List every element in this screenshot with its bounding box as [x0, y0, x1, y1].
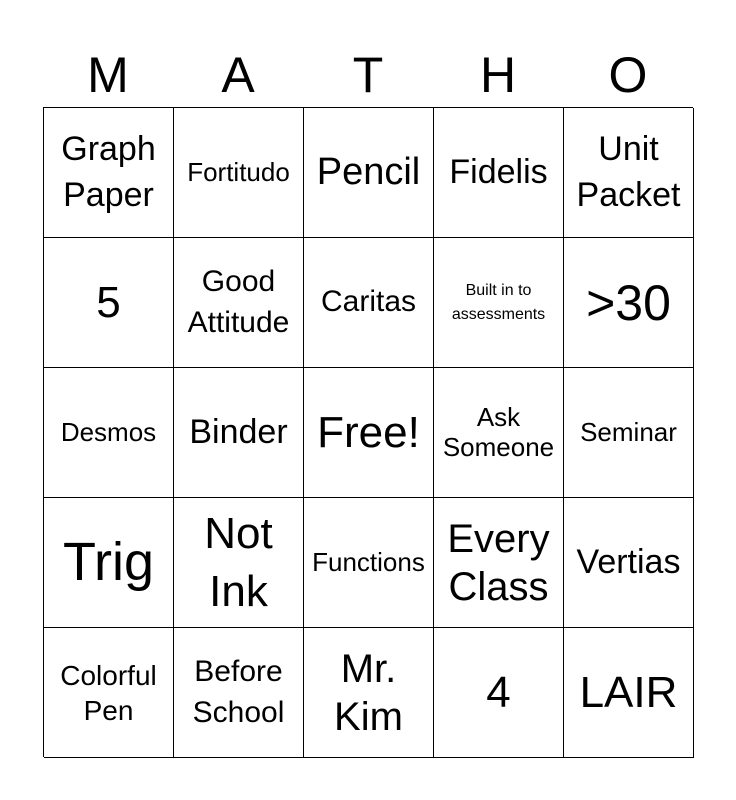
- bingo-header: [43, 42, 693, 108]
- bingo-cell[interactable]: Graph Paper: [44, 108, 174, 238]
- bingo-cell[interactable]: Seminar: [564, 368, 694, 498]
- bingo-cell[interactable]: Trig: [44, 498, 174, 628]
- bingo-cell[interactable]: >30: [564, 238, 694, 368]
- bingo-cell[interactable]: 4: [434, 628, 564, 758]
- bingo-board: [43, 107, 693, 757]
- bingo-cell[interactable]: Mr. Kim: [304, 628, 434, 758]
- bingo-cell[interactable]: Built in to assessments: [434, 238, 564, 368]
- bingo-cell[interactable]: Fortitudo: [174, 108, 304, 238]
- bingo-cell[interactable]: 5: [44, 238, 174, 368]
- header-letter-t: T: [352, 47, 384, 103]
- bingo-cell[interactable]: Functions: [304, 498, 434, 628]
- bingo-cell[interactable]: Binder: [174, 368, 304, 498]
- bingo-cell[interactable]: Vertias: [564, 498, 694, 628]
- bingo-cell[interactable]: LAIR: [564, 628, 694, 758]
- bingo-cell[interactable]: Pencil: [304, 108, 434, 238]
- bingo-cell[interactable]: Every Class: [434, 498, 564, 628]
- header-letter-m: M: [87, 47, 129, 103]
- header-letter-h: H: [479, 47, 517, 103]
- bingo-cell[interactable]: Ask Someone: [434, 368, 564, 498]
- bingo-cell[interactable]: Caritas: [304, 238, 434, 368]
- bingo-cell[interactable]: Fidelis: [434, 108, 564, 238]
- bingo-cell[interactable]: Not Ink: [174, 498, 304, 628]
- header-letter-o: O: [608, 47, 648, 103]
- bingo-cell[interactable]: Good Attitude: [174, 238, 304, 368]
- bingo-cell[interactable]: Free!: [304, 368, 434, 498]
- bingo-cell[interactable]: Unit Packet: [564, 108, 694, 238]
- header-letter-a: A: [221, 47, 255, 103]
- bingo-cell[interactable]: Desmos: [44, 368, 174, 498]
- bingo-cell[interactable]: Colorful Pen: [44, 628, 174, 758]
- bingo-cell[interactable]: Before School: [174, 628, 304, 758]
